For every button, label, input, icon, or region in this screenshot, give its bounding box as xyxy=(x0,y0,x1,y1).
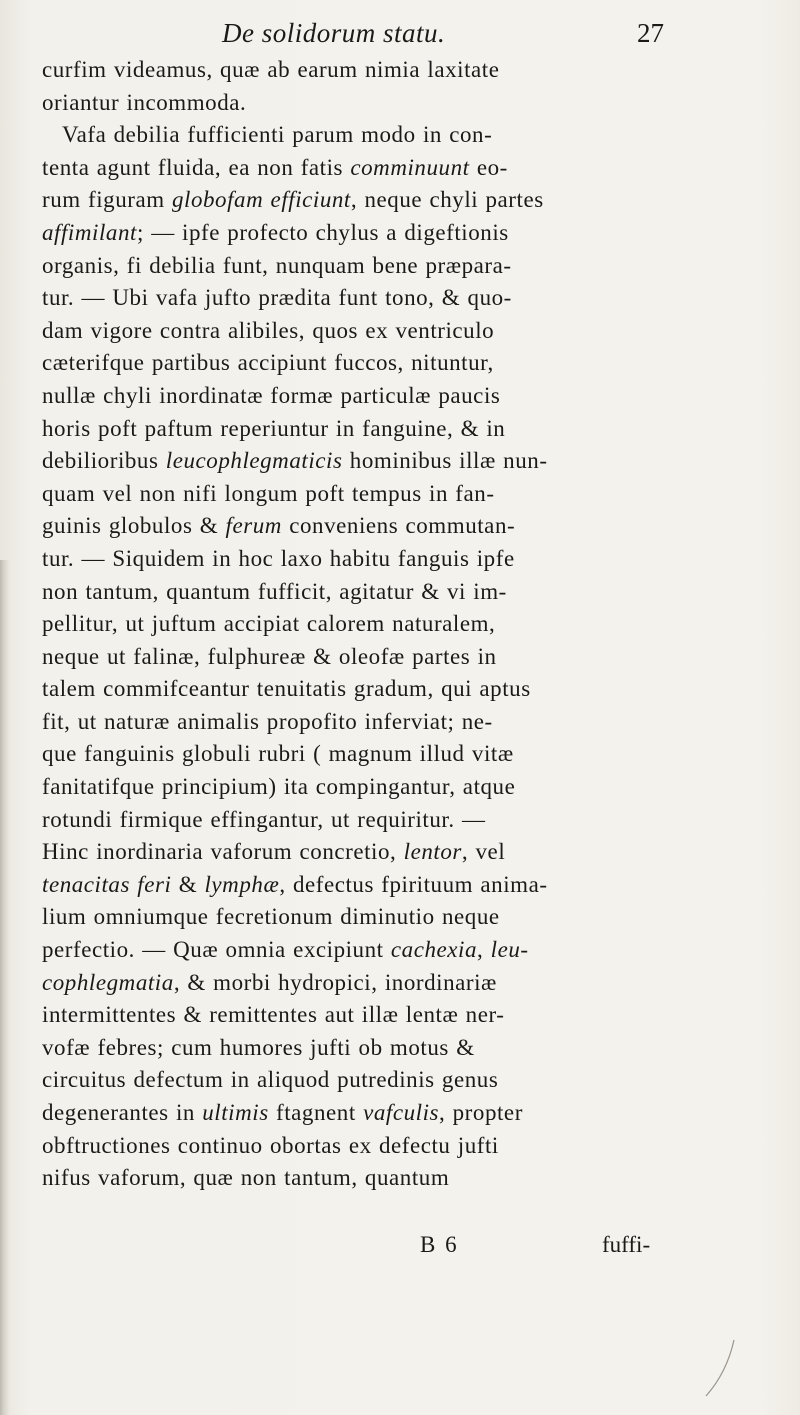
text-line xyxy=(42,608,732,641)
text-run: talem commifceantur tenuitatis gradum, qui aptus xyxy=(42,676,531,702)
text-run: curfim videamus, quæ ab earum nimia laxitate xyxy=(42,57,500,82)
text-line xyxy=(42,706,732,739)
text-line xyxy=(42,901,732,934)
text-run: , propter xyxy=(439,1100,523,1125)
italic-text: leucophlegmaticis xyxy=(165,448,343,474)
text-line xyxy=(42,869,732,902)
text-run: eo- xyxy=(469,154,508,180)
text-line xyxy=(42,641,732,674)
text-line xyxy=(42,250,732,283)
pencil-stroke-icon xyxy=(700,1338,740,1398)
text-run: degenerantes in xyxy=(42,1100,203,1125)
text-run: vofæ febres; cum humores jufti ob motus & xyxy=(42,1034,475,1060)
text-line xyxy=(42,119,732,152)
italic-text: lymphæ xyxy=(204,871,280,897)
text-run: quam vel non nifi longum poft tempus in fan- xyxy=(42,480,495,506)
italic-text: lentor xyxy=(403,839,462,865)
text-line xyxy=(42,87,732,120)
text-line xyxy=(42,771,732,804)
text-line xyxy=(42,1032,732,1065)
italic-text: leu- xyxy=(490,937,529,963)
text-run: ftagnent xyxy=(268,1100,364,1125)
text-line xyxy=(42,576,732,609)
text-run: rum figuram xyxy=(42,187,172,213)
text-run: , neque chyli partes xyxy=(350,187,544,213)
catchword: fuffi- xyxy=(602,1232,651,1257)
text-run: neque ut falinæ, fulphureæ & oleofæ partes in xyxy=(42,643,497,669)
text-run: tenta agunt fluida, ea non fatis xyxy=(42,154,351,180)
text-run: , & morbi hydropici, inordinariæ xyxy=(173,969,497,995)
text-run: conveniens commutan- xyxy=(281,513,516,539)
text-run: Vafa debilia fufficienti parum modo in con- xyxy=(62,122,493,148)
text-line xyxy=(42,347,732,380)
text-run: perfectio. — Quæ omnia excipiunt xyxy=(42,937,391,963)
page-binding-shadow xyxy=(0,560,10,1415)
text-run: , xyxy=(477,937,491,963)
text-line xyxy=(42,152,732,185)
italic-text: cachexia xyxy=(390,937,478,963)
text-line xyxy=(42,1064,732,1097)
text-line xyxy=(42,738,732,771)
text-line xyxy=(42,934,732,967)
text-run: rotundi firmique effingantur, ut requiritur. — xyxy=(42,806,486,832)
text-line xyxy=(42,315,732,348)
text-run: tur. — Ubi vafa jufto prædita funt tono, & quo- xyxy=(42,285,512,311)
text-run: guinis globulos & xyxy=(42,513,226,539)
text-line xyxy=(42,967,732,1000)
text-run: nifus vaforum, quæ non tantum, quantum xyxy=(42,1165,450,1191)
text-run: que fanguinis globuli rubri ( magnum illud vitæ xyxy=(42,741,514,767)
italic-text: ferum xyxy=(225,513,282,539)
italic-text: affimilant xyxy=(42,219,137,245)
text-line xyxy=(42,999,732,1032)
text-run: ; — ipfe profecto chylus a digeftionis xyxy=(136,219,509,245)
text-run: Hinc inordinaria vaforum concretio, xyxy=(42,839,404,865)
text-run: , vel xyxy=(461,839,506,865)
text-run: cæterifque partibus accipiunt fuccos, nituntur, xyxy=(42,350,494,376)
text-line xyxy=(42,380,732,413)
text-run: obftructiones continuo obortas ex defectu jufti xyxy=(42,1132,499,1158)
text-line xyxy=(42,543,732,576)
italic-text: comminuunt xyxy=(350,154,470,180)
text-line xyxy=(42,282,732,315)
body-text xyxy=(42,54,732,1195)
text-run: lium omniumque fecretionum diminutio neque xyxy=(42,904,500,930)
text-line xyxy=(42,478,732,511)
text-run: organis, fi debilia funt, nunquam bene præpara- xyxy=(42,252,512,278)
italic-text: vafculis xyxy=(363,1100,440,1125)
page-footer xyxy=(0,1232,800,1264)
text-run: circuitus defectum in aliquod putredinis genus xyxy=(42,1067,499,1093)
text-run: pellitur, ut juftum accipiat calorem naturalem, xyxy=(42,611,496,637)
text-run: non tantum, quantum fufficit, agitatur & vi im- xyxy=(42,578,507,604)
text-run: tur. — Siquidem in hoc laxo habitu fanguis ipfe xyxy=(42,545,515,571)
text-run: oriantur incommoda. xyxy=(42,89,247,115)
signature-mark: B 6 xyxy=(420,1232,459,1257)
italic-text: cophlegmatia xyxy=(42,969,174,995)
page-header xyxy=(0,18,800,54)
page-number: 27 xyxy=(637,18,664,48)
text-line xyxy=(42,54,732,87)
text-run: fit, ut naturæ animalis propofito inferviat; ne- xyxy=(42,708,493,734)
text-run: , defectus fpirituum anima- xyxy=(279,871,548,897)
text-run: dam vigore contra alibiles, quos ex ventriculo xyxy=(42,317,495,343)
text-line xyxy=(42,184,732,217)
text-line xyxy=(42,413,732,446)
text-run: horis poft paftum reperiuntur in fanguine, & in xyxy=(42,415,506,441)
text-run: hominibus illæ nun- xyxy=(342,448,548,474)
italic-text: ultimis xyxy=(202,1100,269,1125)
text-line xyxy=(42,217,732,250)
text-run: intermittentes & remittentes aut illæ lentæ ner- xyxy=(42,1002,505,1028)
text-line xyxy=(42,1097,732,1130)
text-run: & xyxy=(171,871,205,897)
text-line xyxy=(42,1130,732,1163)
running-title: De solidorum statu. xyxy=(222,18,446,48)
text-run: debilioribus xyxy=(42,448,166,474)
text-line xyxy=(42,836,732,869)
text-line xyxy=(42,445,732,478)
text-run: fanitatifque principium) ita compingantur, atque xyxy=(42,774,516,800)
text-run: nullæ chyli inordinatæ formæ particulæ paucis xyxy=(42,382,501,408)
text-line xyxy=(42,510,732,543)
italic-text: tenacitas feri xyxy=(42,871,172,897)
text-line xyxy=(42,1162,732,1195)
text-line xyxy=(42,673,732,706)
italic-text: globofam efficiunt xyxy=(171,187,351,213)
text-line xyxy=(42,804,732,837)
